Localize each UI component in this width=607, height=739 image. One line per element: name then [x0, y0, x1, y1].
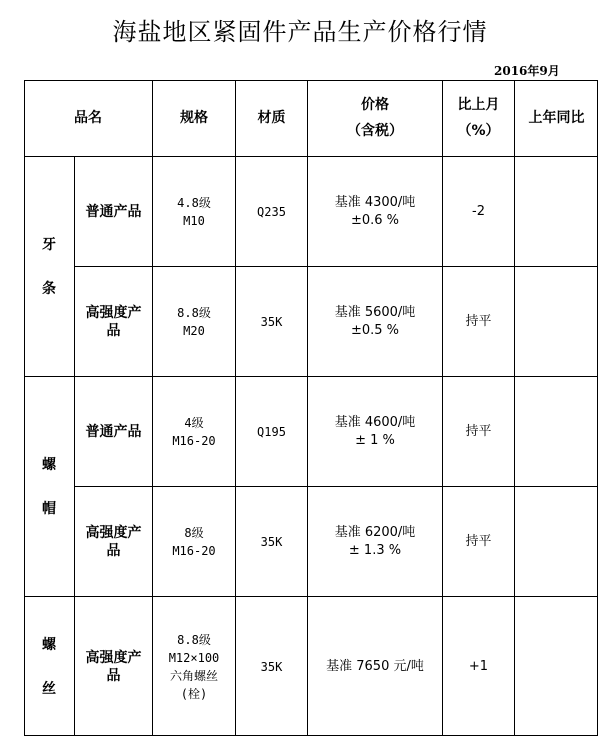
spec-cell	[153, 157, 235, 266]
page-title: 海盐地区紧固件产品生产价格行情	[112, 18, 488, 46]
product-cell	[75, 267, 152, 376]
spec-cell	[153, 487, 235, 596]
header-name: 品名	[74, 110, 102, 126]
spec-line: 4.8级	[177, 195, 211, 210]
price-line: ±0.6 %	[350, 212, 400, 228]
header-mom-label: 比上月	[457, 97, 500, 113]
category-char: 条	[42, 280, 56, 297]
price-cell	[308, 157, 442, 266]
header-mom	[443, 80, 514, 156]
spec-line: 8.8级	[177, 632, 211, 647]
mom-cell: +1	[468, 658, 489, 674]
yoy-cell	[515, 487, 598, 596]
price-cell	[308, 597, 442, 736]
product-line: 高强度产	[85, 524, 142, 541]
material-cell: Q195	[257, 424, 286, 439]
yoy-cell	[515, 597, 598, 736]
product-cell: 普通产品	[85, 203, 142, 220]
mom-cell: 持平	[465, 313, 492, 329]
category-char: 螺	[42, 636, 56, 653]
spec-line: M20	[183, 323, 205, 338]
product-cell	[75, 597, 152, 736]
price-line: 基准 6200/吨	[334, 524, 416, 540]
product-line: 高强度产	[85, 304, 142, 321]
product-cell: 普通产品	[85, 423, 142, 440]
spec-line: M16-20	[172, 543, 216, 558]
price-table	[24, 80, 598, 736]
spec-line: M10	[183, 213, 205, 228]
header-price-label: 价格	[361, 97, 389, 113]
price-line: ± 1 %	[355, 432, 395, 448]
yoy-cell	[515, 157, 598, 266]
product-cell	[75, 487, 152, 596]
product-line: 高强度产	[85, 649, 142, 666]
spec-line: M16-20	[172, 433, 216, 448]
product-line: 品	[106, 322, 121, 339]
category-char: 螺	[42, 456, 56, 473]
report-date: 2016年9月	[494, 64, 560, 78]
spec-cell	[153, 267, 235, 376]
header-material: 材质	[257, 110, 286, 126]
spec-line: 六角螺丝	[169, 668, 218, 683]
spec-line: M12×100	[168, 650, 220, 665]
spec-line: 4级	[184, 415, 204, 430]
material-cell: 35K	[260, 534, 283, 549]
material-cell: Q235	[257, 204, 286, 219]
yoy-cell	[515, 267, 598, 376]
price-cell	[308, 487, 442, 596]
header-mom-unit: （%）	[457, 123, 500, 139]
category-char: 帽	[42, 500, 56, 517]
product-line: 品	[106, 542, 121, 559]
spec-line: 8.8级	[177, 305, 211, 320]
header-price	[308, 80, 442, 156]
price-cell	[308, 267, 442, 376]
material-cell: 35K	[260, 659, 283, 674]
price-line: ± 1.3 %	[348, 542, 402, 558]
category-thread-rod	[24, 157, 74, 376]
mom-cell: 持平	[465, 423, 492, 439]
price-cell	[308, 377, 442, 486]
mom-cell: 持平	[465, 533, 492, 549]
category-bolt	[24, 597, 74, 736]
price-line: 基准 5600/吨	[334, 304, 416, 320]
category-char: 牙	[42, 236, 56, 253]
price-line: 基准 4600/吨	[334, 414, 416, 430]
spec-line: (栓)	[180, 686, 208, 701]
header-yoy: 上年同比	[528, 110, 585, 126]
category-char: 丝	[42, 680, 56, 697]
spec-cell	[153, 377, 235, 486]
category-nut	[24, 377, 74, 596]
price-line: 基准 7650 元/吨	[326, 658, 424, 674]
mom-cell: -2	[472, 203, 485, 219]
spec-cell	[153, 597, 235, 736]
header-spec: 规格	[180, 110, 208, 126]
price-line: ±0.5 %	[350, 322, 400, 338]
price-line: 基准 4300/吨	[334, 194, 416, 210]
material-cell: 35K	[260, 314, 283, 329]
product-line: 品	[106, 667, 121, 684]
spec-line: 8级	[184, 525, 204, 540]
header-price-tax-note: （含税）	[347, 123, 403, 139]
yoy-cell	[515, 377, 598, 486]
